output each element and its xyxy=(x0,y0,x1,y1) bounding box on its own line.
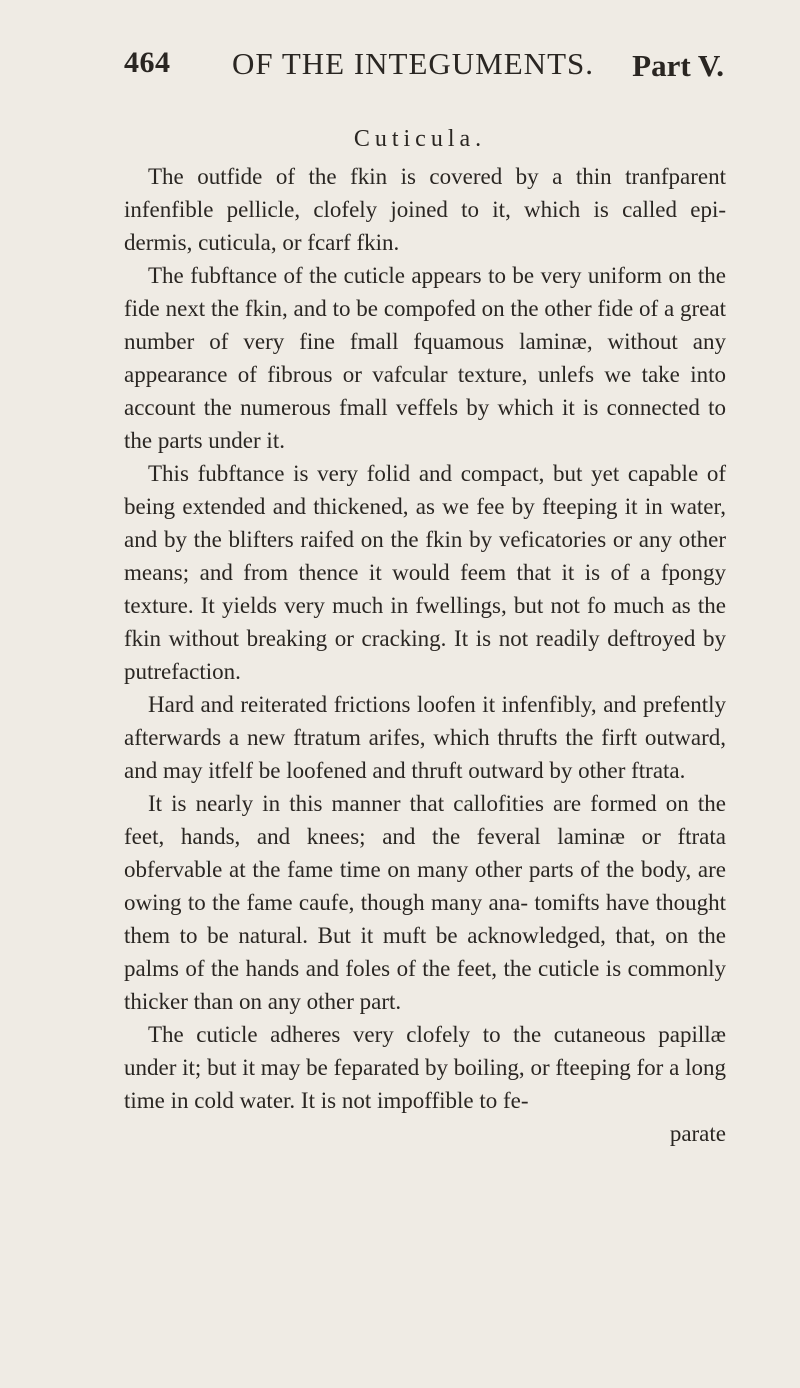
running-head: OF THE INTEGUMENTS. xyxy=(232,46,594,81)
paragraph-2: The fubftance of the cuticle appears to be very uniform on the fide next the fkin, and to be compofed on the other fide of a great number of very fine fmall fquamous laminæ, without any appearance of fibrous or vafcular texture, unlefs we take into account the numerous fmall veffels by which it is connected to the parts under it. xyxy=(124,263,726,453)
paragraph-3: This fubftance is very folid and compact, but yet capable of being extended and thickened, as we fee by fteeping it in water, and by the blifters raifed on the fkin by veficatories or any other means; and from thence it would feem that it is of a fpongy texture. It yields very much in fwellings, but not fo much as the fkin without breaking or cracking. It is not readily deftroyed by putrefaction. xyxy=(124,461,726,684)
part-label: Part V. xyxy=(632,48,724,83)
page-header xyxy=(124,40,724,90)
paragraph-5: It is nearly in this manner that callofities are formed on the feet, hands, and knees; and the feveral laminæ or ftrata obfervable at the fame time on many other parts of the body, are owing to the fame caufe, though many ana- tomifts have thought them to be natural. But it muft be acknowledged, that, on the palms of the hands and foles of the feet, the cuticle is commonly thicker than on any other part. xyxy=(124,791,726,1014)
paragraph-6: The cuticle adheres very clofely to the cutaneous papillæ under it; but it may be feparated by boiling, or fteeping for a long time in cold water. It is not impoffible to fe- xyxy=(124,1022,726,1113)
page-number: 464 xyxy=(124,46,171,79)
paragraph-4: Hard and reiterated frictions loofen it infenfibly, and prefently afterwards a new ftratum arifes, which thrufts the firft outward, and may itfelf be loofened and thruft outward by other ftrata. xyxy=(124,692,726,783)
body-text xyxy=(124,160,726,1150)
catchword: parate xyxy=(669,1121,726,1146)
section-title: Cuticula. xyxy=(353,126,487,152)
paragraph-1: The outfide of the fkin is covered by a thin tranfparent infenfible pellicle, clofely joined to it, which is called epi- dermis, cuticula, or fcarf fkin. xyxy=(124,164,726,255)
